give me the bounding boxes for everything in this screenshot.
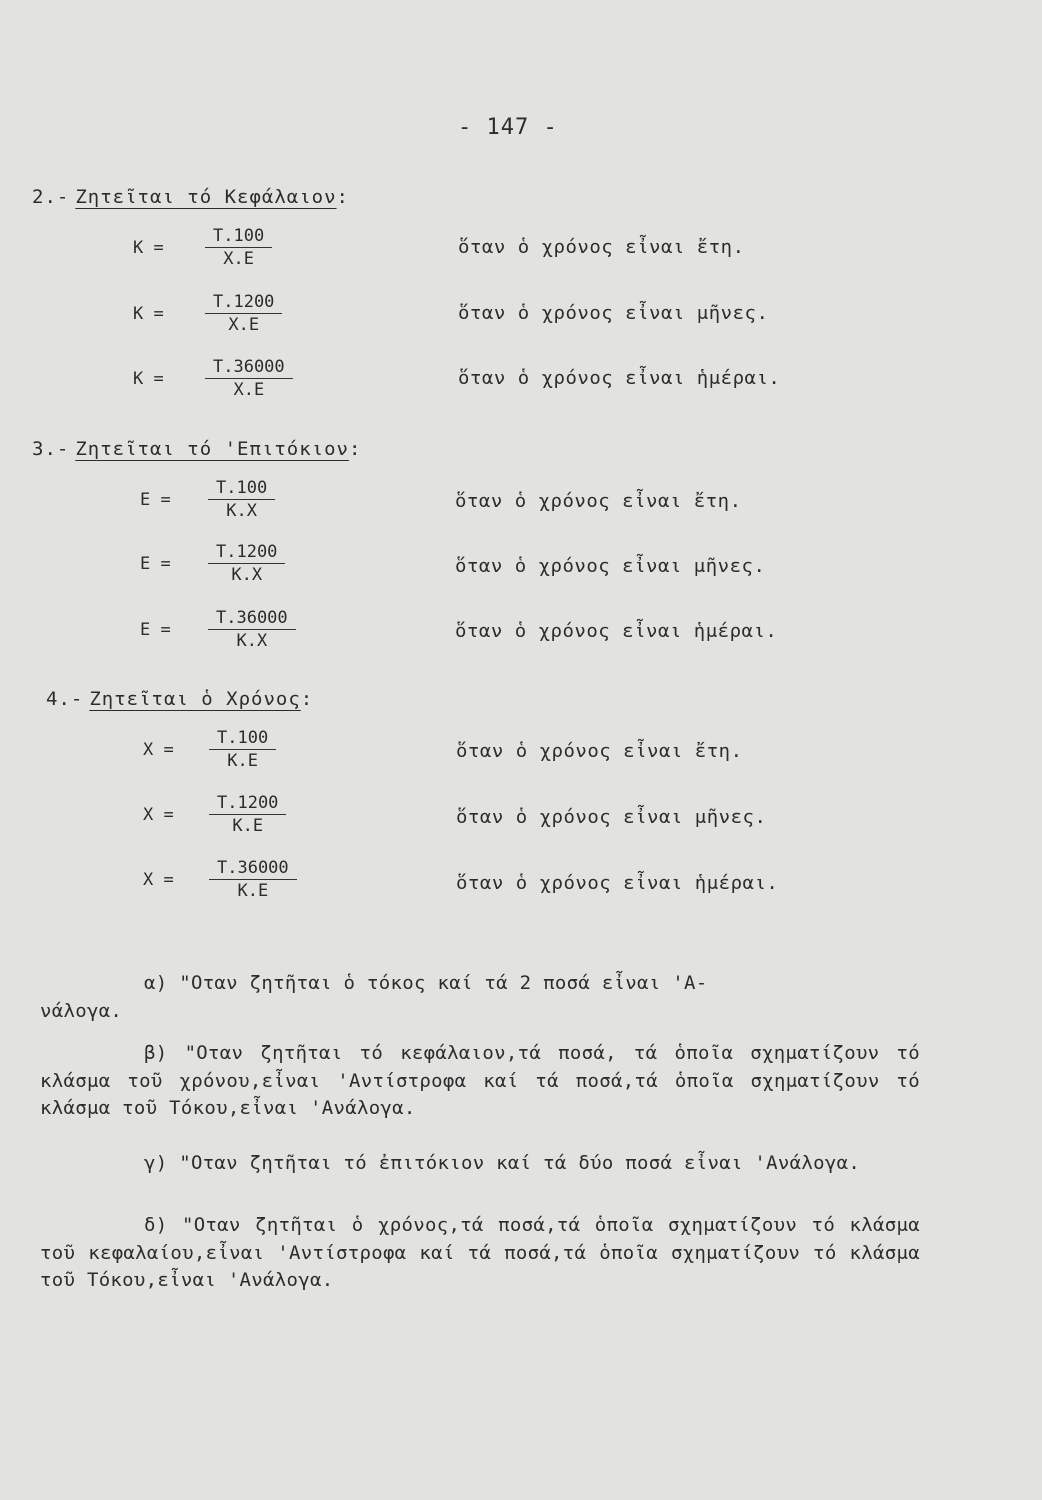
note-b-text: β) "Οταν ζητῆται τό κεφάλαιον,τά ποσά, τά ὁποῖα σχηματίζουν τό κλάσμα τοῦ χρόνου,εἶναι 'Αντίστροφα καί τά ποσά,τά ὁποῖα σχηματίζουν τό κλάσμα τοῦ Τόκου,εἶναι 'Ανάλογα. bbox=[40, 1042, 920, 1119]
fraction-numerator: T.36000 bbox=[209, 858, 297, 880]
formula-row bbox=[133, 357, 433, 417]
formula-row bbox=[143, 728, 443, 788]
formula-row bbox=[133, 226, 433, 286]
formula-condition: ὅταν ὁ χρόνος εἶναι ἔτη. bbox=[458, 236, 745, 258]
formula-fraction bbox=[208, 542, 285, 585]
formula-fraction bbox=[205, 226, 272, 269]
section-colon: : bbox=[336, 186, 349, 208]
formula-lhs: E = bbox=[140, 490, 171, 510]
fraction-numerator: T.1200 bbox=[205, 292, 282, 314]
page-number: - 147 - bbox=[458, 115, 558, 140]
section-number: 2.- bbox=[32, 186, 70, 208]
formula-fraction bbox=[208, 608, 296, 651]
formula-row bbox=[140, 542, 440, 602]
formula-lhs: K = bbox=[133, 369, 164, 389]
fraction-denominator: K.X bbox=[231, 565, 263, 585]
formula-lhs: E = bbox=[140, 620, 171, 640]
section-title: Ζητεῖται τό Κεφάλαιον bbox=[75, 186, 337, 208]
note-d bbox=[40, 1212, 920, 1295]
note-c-text: γ) "Οταν ζητῆται τό ἐπιτόκιον καί τά δύο ποσά εἶναι 'Ανάλογα. bbox=[144, 1152, 861, 1174]
fraction-denominator: K.X bbox=[226, 501, 257, 521]
formula-lhs: X = bbox=[143, 805, 174, 825]
formula-fraction bbox=[209, 728, 276, 771]
note-a-line-1: α) "Οταν ζητῆται ὁ τόκος καί τά 2 ποσά εἶναι 'Α- bbox=[144, 972, 708, 994]
formula-lhs: X = bbox=[143, 740, 174, 760]
formula-row bbox=[140, 608, 440, 668]
formula-condition: ὅταν ὁ χρόνος εἶναι ἡμέραι. bbox=[455, 620, 778, 642]
fraction-denominator: X.E bbox=[233, 380, 265, 400]
note-a-line-2: νάλογα. bbox=[40, 999, 123, 1022]
formula-row bbox=[140, 478, 440, 538]
fraction-denominator: K.E bbox=[237, 881, 269, 901]
formula-row bbox=[143, 858, 443, 918]
formula-condition: ὅταν ὁ χρόνος εἶναι μῆνες. bbox=[456, 806, 767, 828]
section-number: 3.- bbox=[32, 438, 70, 460]
formula-lhs: X = bbox=[143, 870, 174, 890]
fraction-numerator: T.100 bbox=[209, 728, 276, 750]
formula-condition: ὅταν ὁ χρόνος εἶναι ἡμέραι. bbox=[458, 367, 781, 389]
note-b bbox=[40, 1040, 920, 1123]
formula-fraction bbox=[208, 478, 275, 521]
formula-fraction bbox=[205, 292, 282, 335]
fraction-denominator: X.E bbox=[228, 315, 260, 335]
note-d-text: δ) "Οταν ζητῆται ὁ χρόνος,τά ποσά,τά ὁποῖα σχηματίζουν τό κλάσμα τοῦ κεφαλαίου,εἶναι 'Αντίστροφα καί τά ποσά,τά ὁποῖα σχηματίζουν τό κλάσμα τοῦ Τόκου,εἶναι 'Ανάλογα. bbox=[40, 1214, 920, 1291]
formula-row bbox=[133, 292, 433, 352]
note-c bbox=[40, 1150, 920, 1178]
fraction-numerator: T.1200 bbox=[209, 793, 286, 815]
section-colon: : bbox=[300, 688, 314, 710]
formula-condition: ὅταν ὁ χρόνος εἶναι μῆνες. bbox=[458, 302, 769, 324]
section-colon: : bbox=[349, 438, 362, 460]
section-title: Ζητεῖται ὁ Χρόνος bbox=[89, 688, 301, 710]
formula-lhs: K = bbox=[133, 304, 164, 324]
fraction-numerator: T.100 bbox=[205, 226, 272, 248]
fraction-numerator: T.1200 bbox=[208, 542, 285, 564]
section-heading-capital bbox=[32, 186, 349, 208]
formula-condition: ὅταν ὁ χρόνος εἶναι μῆνες. bbox=[455, 555, 766, 577]
formula-condition: ὅταν ὁ χρόνος εἶναι ἔτη. bbox=[456, 740, 743, 762]
formula-condition: ὅταν ὁ χρόνος εἶναι ἡμέραι. bbox=[456, 872, 779, 894]
section-number: 4.- bbox=[46, 688, 84, 710]
formula-fraction bbox=[209, 793, 286, 836]
formula-lhs: E = bbox=[140, 554, 171, 574]
section-heading-time bbox=[46, 688, 313, 710]
fraction-denominator: K.E bbox=[232, 816, 264, 836]
fraction-numerator: T.36000 bbox=[208, 608, 296, 630]
formula-condition: ὅταν ὁ χρόνος εἶναι ἔτη. bbox=[455, 490, 742, 512]
formula-fraction bbox=[205, 357, 293, 400]
section-title: Ζητεῖται τό 'Επιτόκιον bbox=[75, 438, 349, 460]
fraction-numerator: T.36000 bbox=[205, 357, 293, 379]
formula-lhs: K = bbox=[133, 238, 164, 258]
fraction-denominator: K.X bbox=[236, 631, 268, 651]
formula-row bbox=[143, 793, 443, 853]
section-heading-interest-rate bbox=[32, 438, 361, 460]
fraction-denominator: X.E bbox=[223, 249, 254, 269]
formula-fraction bbox=[209, 858, 297, 901]
note-a bbox=[40, 970, 920, 1025]
fraction-numerator: T.100 bbox=[208, 478, 275, 500]
fraction-denominator: K.E bbox=[227, 751, 258, 771]
